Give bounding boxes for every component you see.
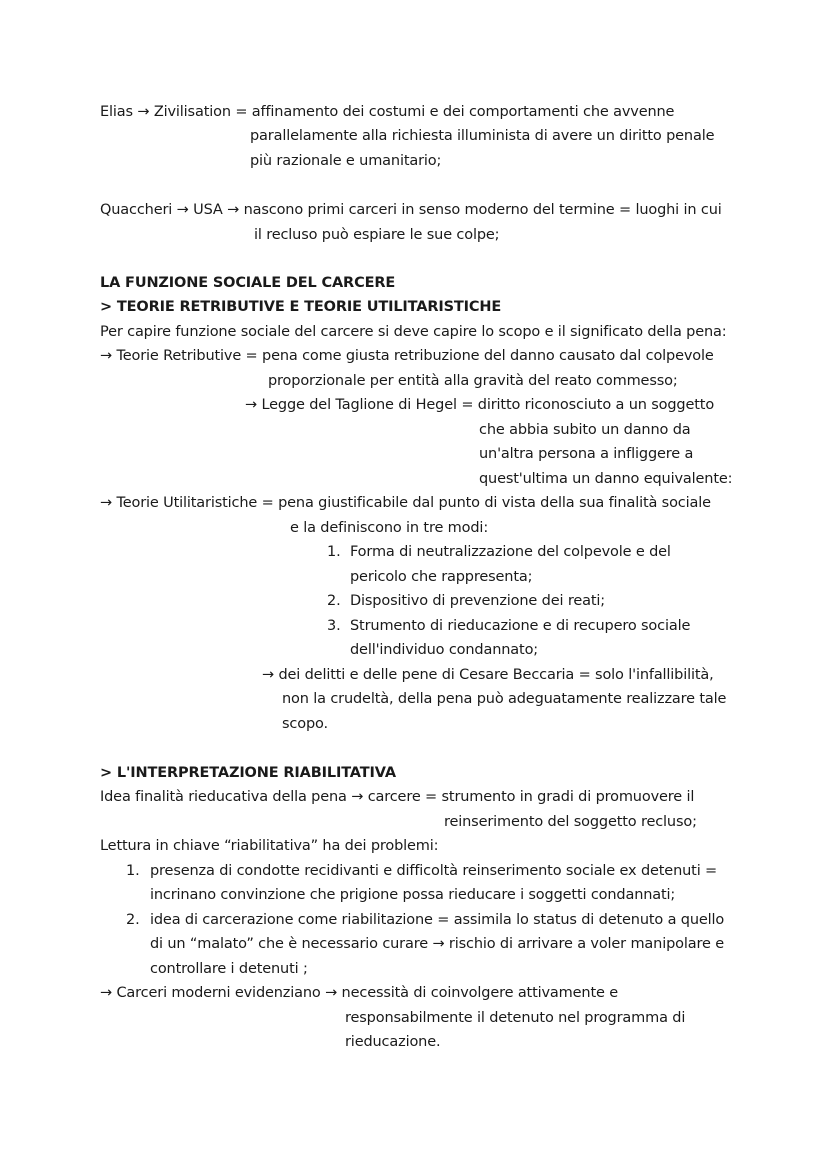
beccaria-line-1: → dei delitti e delle pene di Cesare Beccaria = solo l'infallibilità, [262,667,714,683]
list-number: 2. [327,593,341,609]
problem-1-line-1: presenza di condotte recidivanti e difficoltà reinserimento sociale ex detenuti = [150,863,718,879]
utilitarian-line-1: → Teorie Utilitaristiche = pena giustificabile dal punto di vista della sua finalità sociale [100,495,711,511]
list-item-1-line-1: Forma di neutralizzazione del colpevole e del [350,544,671,560]
list-number: 2. [126,912,140,928]
section-title: LA FUNZIONE SOCIALE DEL CARCERE [100,275,396,291]
problem-2-line-2: di un “malato” che è necessario curare → rischio di arrivare a voler manipolare e [150,936,724,952]
list-item-2: Dispositivo di prevenzione dei reati; [350,593,605,609]
hegel-line-3: un'altra persona a infliggere a [479,446,694,462]
elias-line-1: Elias → Zivilisation = affinamento dei costumi e dei comportamenti che avvenne [100,104,675,120]
quaccheri-line-1: Quaccheri → USA → nascono primi carceri in senso moderno del termine = luoghi in cui [100,202,722,218]
problem-2-line-3: controllare i detenuti ; [150,961,308,977]
idea-line-1: Idea finalità rieducativa della pena → carcere = strumento in gradi di promuovere il [100,789,695,805]
hegel-line-1: → Legge del Taglione di Hegel = diritto riconosciuto a un soggetto [245,397,715,413]
retributive-line-2: proporzionale per entità alla gravità del reato commesso; [268,373,678,389]
beccaria-line-3: scopo. [282,716,328,732]
list-number: 1. [126,863,140,879]
problem-1-line-2: incrinano convinzione che prigione possa rieducare i soggetti condannati; [150,887,676,903]
list-item-1-line-2: pericolo che rappresenta; [350,569,533,585]
retributive-line-1: → Teorie Retributive = pena come giusta retribuzione del danno causato dal colpevole [100,348,714,364]
beccaria-line-2: non la crudeltà, della pena può adeguatamente realizzare tale [282,691,727,707]
moderni-line-2: responsabilmente il detenuto nel programma di [345,1010,686,1026]
lettura-line: Lettura in chiave “riabilitativa” ha dei problemi: [100,838,439,854]
moderni-line-3: rieducazione. [345,1034,441,1050]
list-item-3-line-1: Strumento di rieducazione e di recupero sociale [350,618,691,634]
list-item-3-line-2: dell'individuo condannato; [350,642,539,658]
idea-line-2: reinserimento del soggetto recluso; [444,814,697,830]
elias-line-3: più razionale e umanitario; [250,153,442,169]
hegel-line-2: che abbia subito un danno da [479,422,691,438]
moderni-line-1: → Carceri moderni evidenziano → necessità di coinvolgere attivamente e [100,985,618,1001]
problem-2-line-1: idea di carcerazione come riabilitazione = assimila lo status di detenuto a quello [150,912,725,928]
hegel-line-4: quest'ultima un danno equivalente: [479,471,733,487]
elias-line-2: parallelamente alla richiesta illuminista di avere un diritto penale [250,128,715,144]
list-number: 3. [327,618,341,634]
list-number: 1. [327,544,341,560]
utilitarian-line-2: e la definiscono in tre modi: [290,520,489,536]
section-intro: Per capire funzione sociale del carcere si deve capire lo scopo e il significato della pena: [100,324,727,340]
section-subtitle-retributive: > TEORIE RETRIBUTIVE E TEORIE UTILITARISTICHE [100,299,502,315]
section-subtitle-rehabilitative: > L'INTERPRETAZIONE RIABILITATIVA [100,765,396,781]
quaccheri-line-2: il recluso può espiare le sue colpe; [254,227,500,243]
